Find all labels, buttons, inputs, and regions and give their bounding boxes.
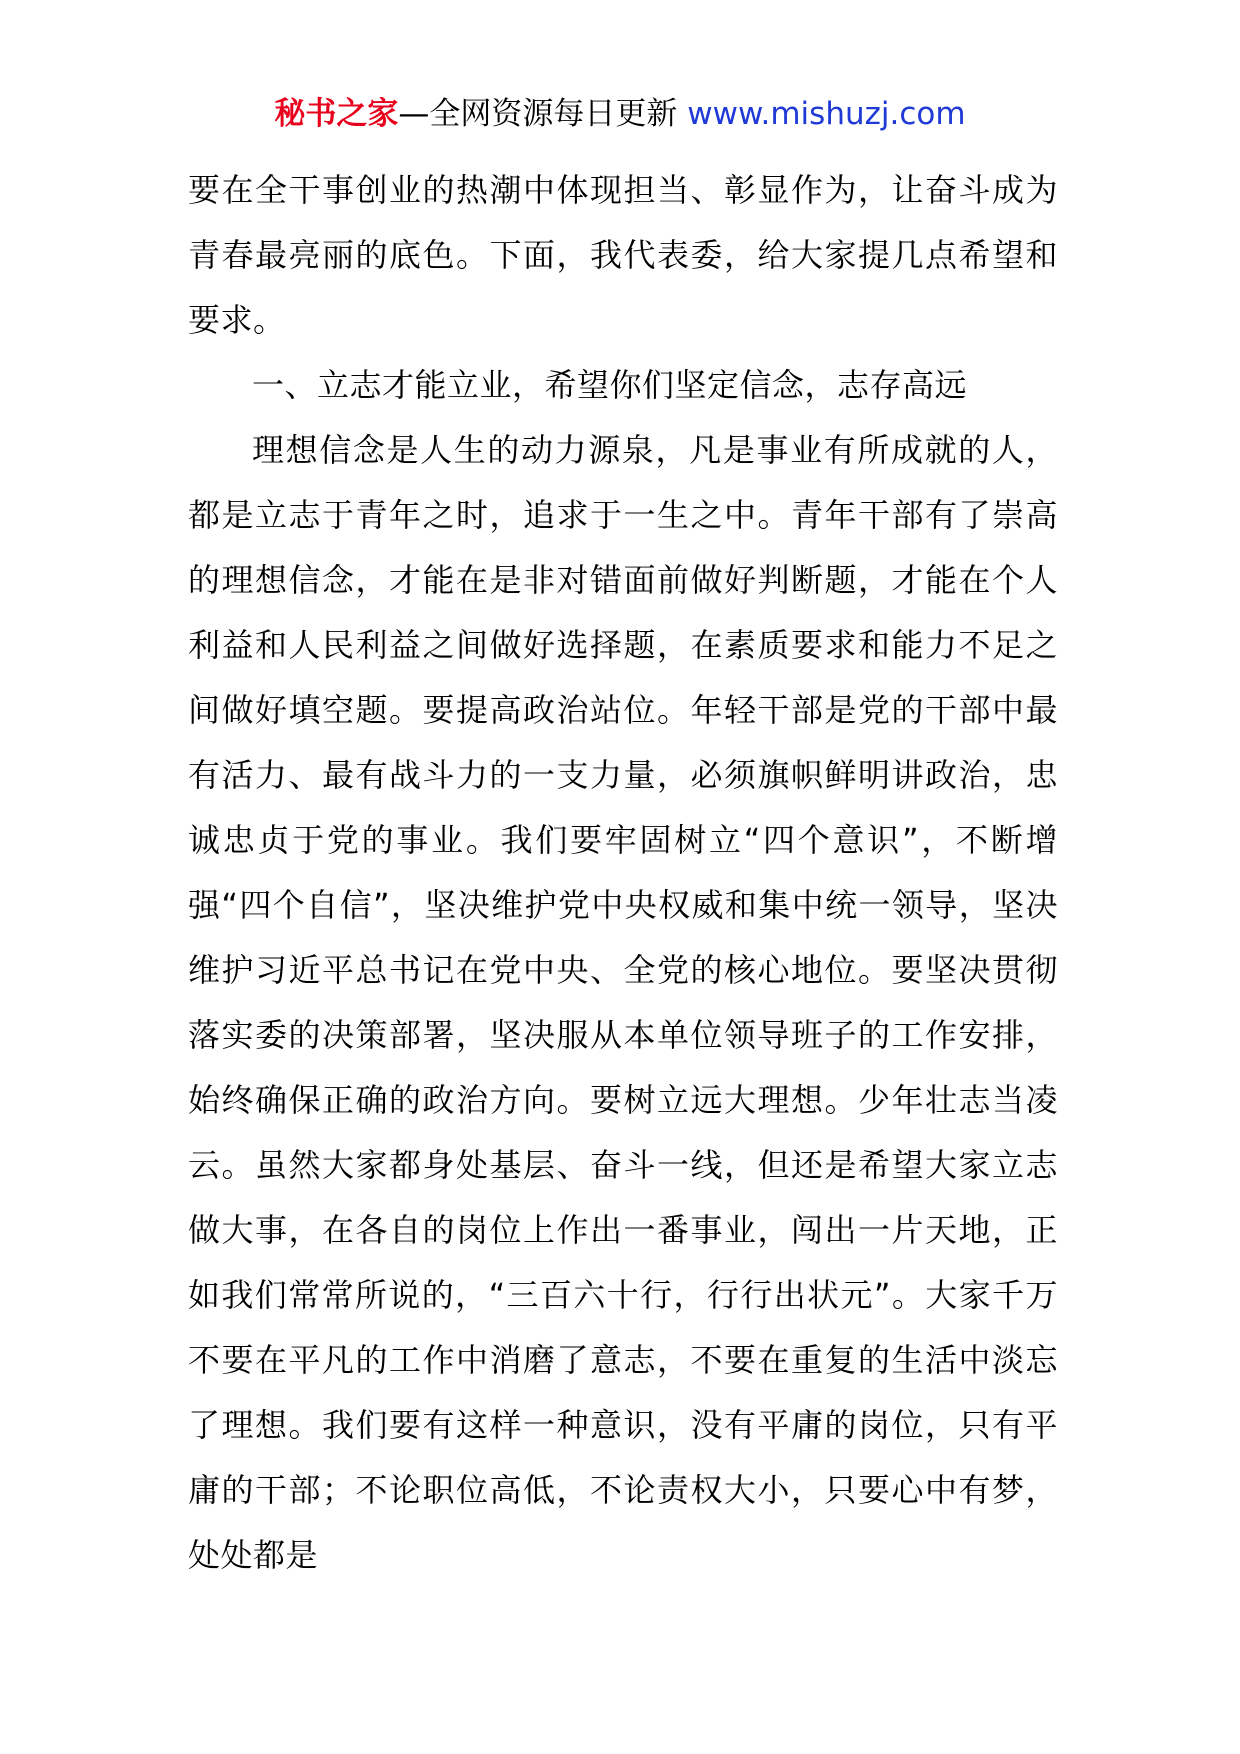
body-paragraph: 理想信念是人生的动力源泉，凡是事业有所成就的人，都是立志于青年之时，追求于一生之中。青年干部有了崇高的理想信念，才能在是非对错面前做好判断题，才能在个人利益和人民利益之间做好选择题，在素质要求和能力不足之间做好填空题。要提高政治站位。年轻干部是党的干部中最有活力、最有战斗力的一支力量，必须旗帜鲜明讲政治，忠诚忠贞于党的事业。我们要牢固树立“四个意识”，不断增强“四个自信”，坚决维护党中央权威和集中统一领导，坚决维护习近平总书记在党中央、全党的核心地位。要坚决贯彻落实委的决策部署，坚决服从本单位领导班子的工作安排，始终确保正确的政治方向。要树立远大理想。少年壮志当凌云。虽然大家都身处基层、奋斗一线，但还是希望大家立志做大事，在各自的岗位上作出一番事业，闯出一片天地，正如我们常常所说的，“三百六十行，行行出状元”。大家千万不要在平凡的工作中消磨了意志，不要在重复的生活中淡忘了理想。我们要有这样一种意识，没有平庸的岗位，只有平庸的干部；不论职位高低，不论责权大小，只要心中有梦，处处都是 [188, 431, 1058, 1574]
site-url-link[interactable]: www.mishuzj.com [687, 96, 966, 132]
intro-paragraph: 要在全干事创业的热潮中体现担当、彰显作为，让奋斗成为青春最亮丽的底色。下面，我代表委，给大家提几点希望和要求。 [188, 171, 1058, 339]
site-brand: 秘书之家 [274, 96, 399, 132]
site-tagline: —全网资源每日更新 [398, 96, 688, 132]
site-header [0, 94, 1240, 134]
section-heading: 一、立志才能立业，希望你们坚定信念，志存高远 [252, 366, 968, 404]
document-body [188, 158, 1058, 1588]
